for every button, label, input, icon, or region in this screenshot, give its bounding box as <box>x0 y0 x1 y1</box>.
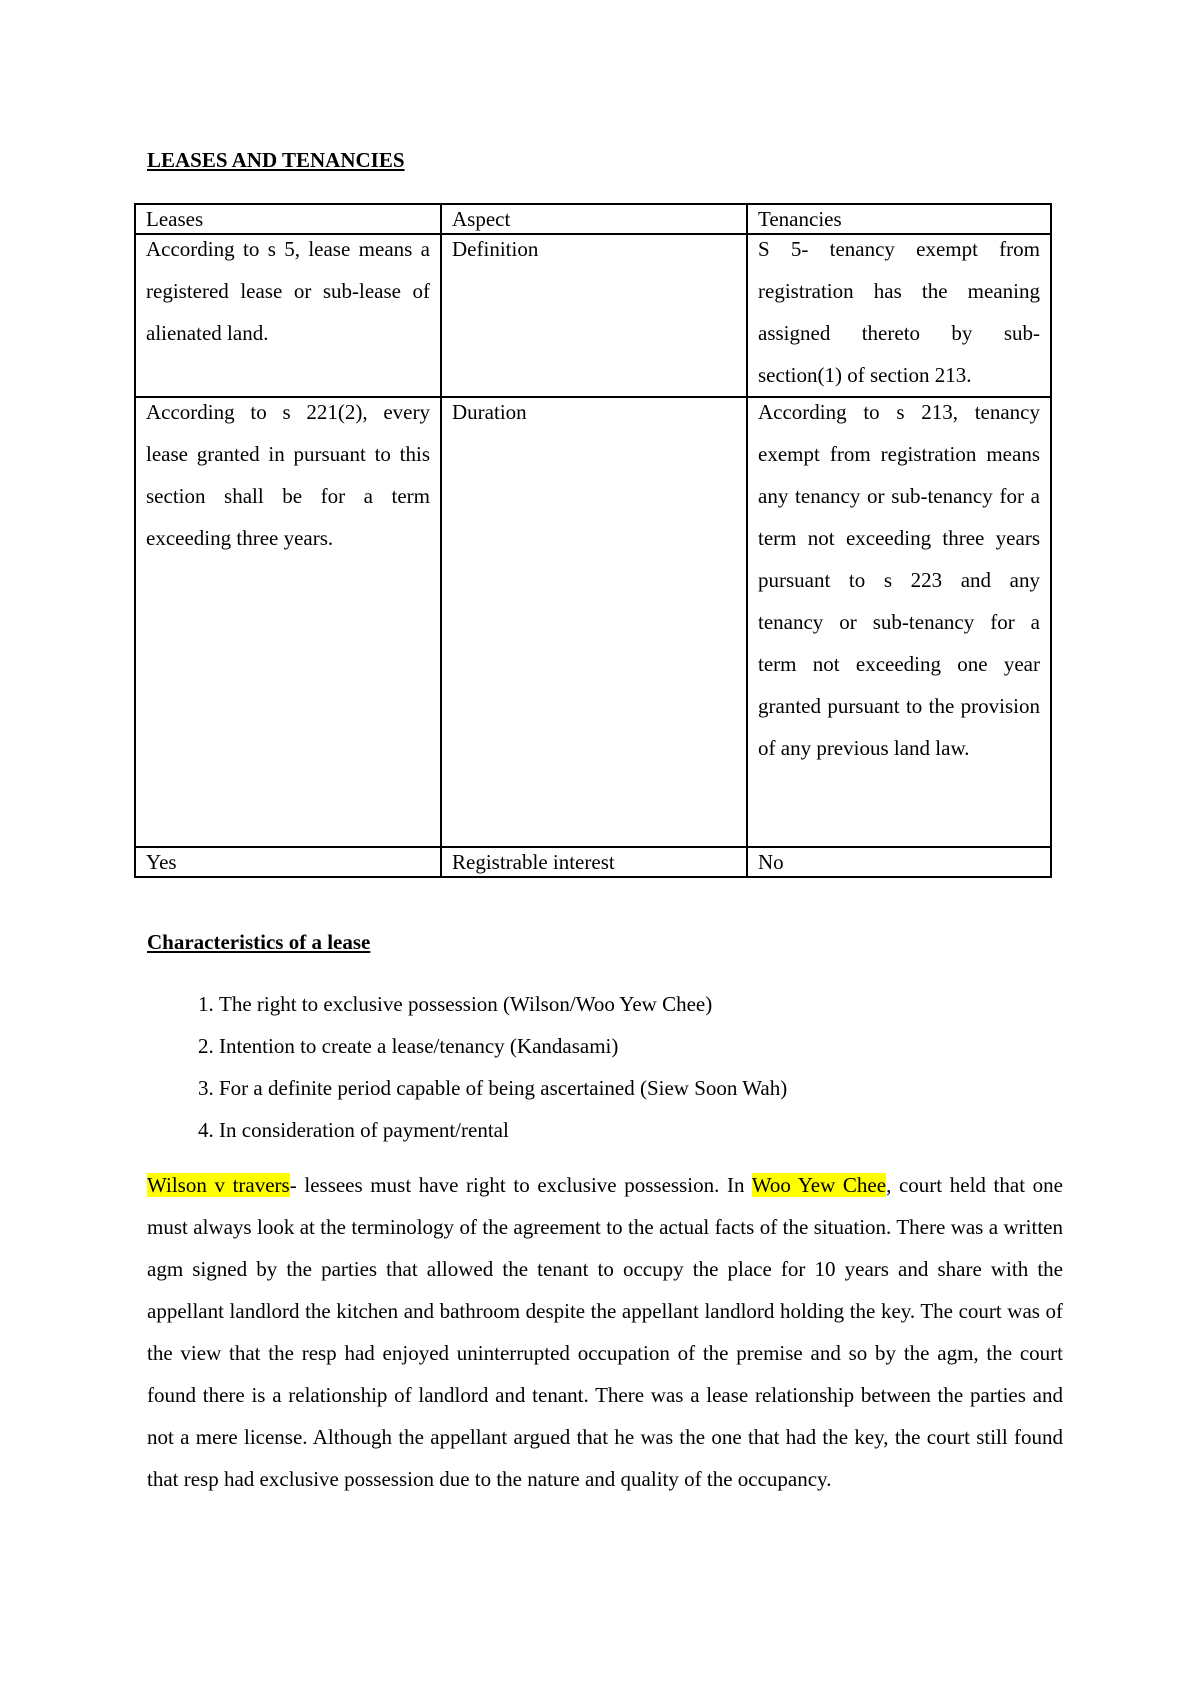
cell-leases-registrable: Yes <box>135 847 441 877</box>
cell-leases-definition: According to s 5, lease means a registered lease or sub-lease of alienated land. <box>135 234 441 397</box>
paragraph-text-1: - lessees must have right to exclusive possession. In <box>289 1173 752 1197</box>
cell-tenancies-duration: According to s 213, tenancy exempt from registration means any tenancy or sub-tenancy for a term not exceeding three years pursuant to s 223 and any tenancy or sub-tenancy for a term not exceeding one year granted pursuant to the provision of any previous land law. <box>747 397 1051 847</box>
list-item: 1. The right to exclusive possession (Wilson/Woo Yew Chee) <box>219 983 1119 1025</box>
header-leases: Leases <box>135 204 441 234</box>
case-paragraph <box>147 1164 1063 1500</box>
highlight-woo-yew-chee: Woo Yew Chee <box>751 1173 887 1197</box>
cell-aspect-duration: Duration <box>441 397 747 847</box>
cell-aspect-definition: Definition <box>441 234 747 397</box>
cell-aspect-registrable: Registrable interest <box>441 847 747 877</box>
list-item: 2. Intention to create a lease/tenancy (Kandasami) <box>219 1025 1119 1067</box>
header-aspect: Aspect <box>441 204 747 234</box>
cell-tenancies-definition: S 5- tenancy exempt from registration has the meaning assigned thereto by sub-section(1) of section 213. <box>747 234 1051 397</box>
header-tenancies: Tenancies <box>747 204 1051 234</box>
table-row <box>135 397 1051 847</box>
cell-leases-duration: According to s 221(2), every lease granted in pursuant to this section shall be for a term exceeding three years. <box>135 397 441 847</box>
paragraph-text-2: , court held that one must always look at the terminology of the agreement to the actual facts of the situation. There was a written agm signed by the parties that allowed the tenant to occupy the place for 10 years and share with the appellant landlord the kitchen and bathroom despite the appellant landlord holding the key. The court was of the view that the resp had enjoyed uninterrupted occupation of the premise and so by the agm, the court found there is a relationship of landlord and tenant. There was a lease relationship between the parties and not a mere license. Although the appellant argued that he was the one that had the key, the court still found that resp had exclusive possession due to the nature and quality of the occupancy. <box>147 1173 1063 1491</box>
cell-tenancies-registrable: No <box>747 847 1051 877</box>
list-item: 3. For a definite period capable of being ascertained (Siew Soon Wah) <box>219 1067 1119 1109</box>
document-title: LEASES AND TENANCIES <box>147 148 405 172</box>
comparison-table <box>134 203 1052 878</box>
highlight-wilson-v-travers: Wilson v travers <box>147 1173 290 1197</box>
characteristics-heading: Characteristics of a lease <box>147 930 371 954</box>
table-row <box>135 234 1051 397</box>
list-item: 4. In consideration of payment/rental <box>219 1109 1119 1151</box>
table-row <box>135 847 1051 877</box>
characteristics-list <box>147 983 1119 1151</box>
